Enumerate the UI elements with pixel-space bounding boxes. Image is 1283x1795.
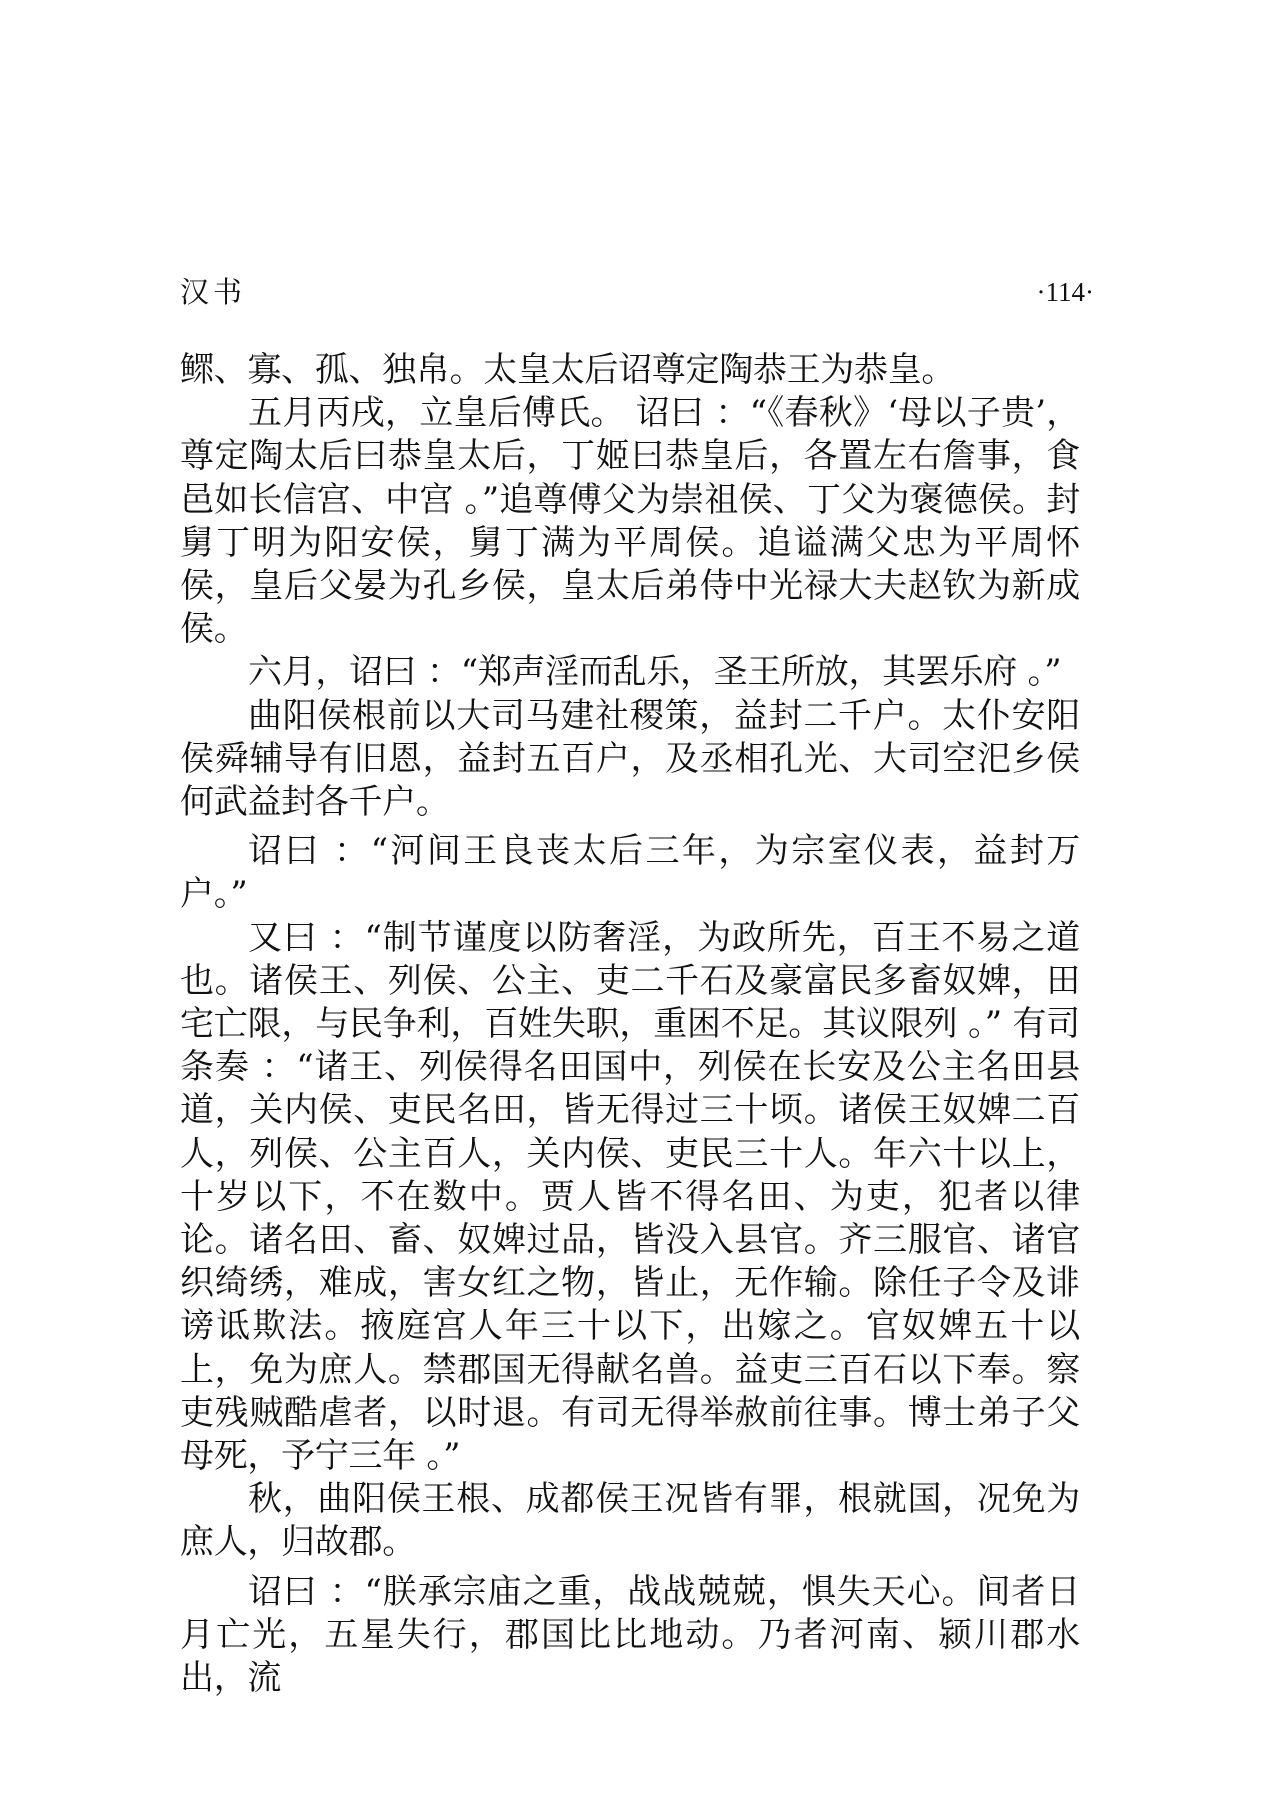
body-text (180, 349, 1080, 1700)
paragraph: 又曰 ：“制节谨度以防奢淫，为政所先，百王不易之道也。诸侯王、列侯、公主、吏二千石及豪富民多畜奴婢，田宅亡限，与民争利，百姓失职，重困不足。其议限列 。” 有司条奏 ：“诸王、列侯得名田国中，列侯在长安及公主名田县道，关内侯、吏民名田，皆无得过三十顷。诸侯王奴婢二百人，列侯、公主百人，关内侯、吏民三十人。年六十以上，十岁以下，不在数中。贾人皆不得名田、为吏，犯者以律论。诸名田、畜、奴婢过品，皆没入县官。齐三服官、诸官织绮绣，难成，害女红之物，皆止，无作输。除任子令及诽谤诋欺法。掖庭宫人年三十以下，出嫁之。官奴婢五十以上，免为庶人。禁郡国无得献名兽。益吏三百石以下奉。察吏残贼酷虐者，以时退。有司无得举赦前往事。博士弟子父母死，予宁三年 。” (180, 917, 1080, 1477)
paragraph: 鳏、寡、孤、独帛。太皇太后诏尊定陶恭王为恭皇。 (180, 350, 956, 390)
book-title: 汉书 (180, 275, 247, 309)
paragraph: 诏曰 ：“河间王良丧太后三年，为宗室仪表，益封万户。” (180, 831, 1080, 915)
paragraph: 六月，诏曰 ：“郑声淫而乱乐，圣王所放，其罢乐府 。” (248, 652, 1062, 693)
paragraph: 曲阳侯根前以大司马建社稷策，益封二千户。太仆安阳侯舜辅导有旧恩，益封五百户，及丞相孔光、大司空汜乡侯何武益封各千户。 (180, 695, 1080, 823)
page-header (180, 272, 1094, 312)
paragraph: 秋，曲阳侯王根、成都侯王况皆有罪，根就国，况免为庶人，归故郡。 (180, 1479, 1080, 1563)
paragraph: 五月丙戌，立皇后傅氏。 诏曰 ：“《春秋》‘母以子贵’，尊定陶太后曰恭皇太后，丁姬曰恭皇后，各置左右詹事，食邑如长信宫、中宫 。”追尊傅父为崇祖侯、丁父为褒德侯。封舅丁明为阳安侯，舅丁满为平周侯。追谥满父忠为平周怀侯，皇后父晏为孔乡侯，皇太后弟侍中光禄大夫赵钦为新成侯。 (180, 393, 1080, 650)
paragraph: 诏曰 ：“朕承宗庙之重，战战兢兢，惧失天心。间者日月亡光，五星失行，郡国比比地动。乃者河南、颍川郡水出，流 (180, 1571, 1080, 1699)
page-number: ·114· (1036, 277, 1094, 307)
